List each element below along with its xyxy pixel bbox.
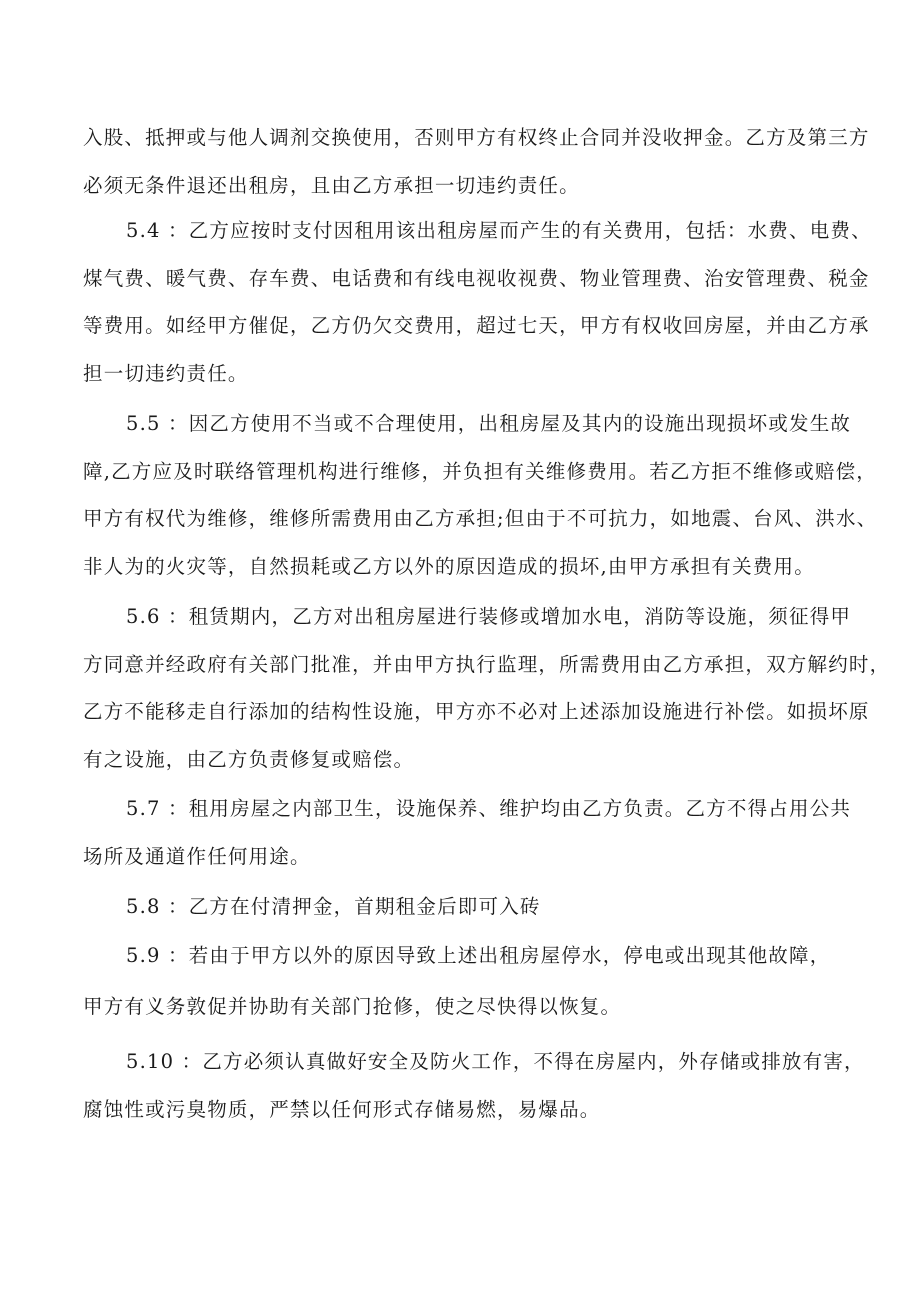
clause-5-5 [83,400,878,590]
clause-5-4 [83,207,872,397]
text-line: 5.9 ：若由于甲方以外的原因导致上述出租房屋停水，停电或出现其他故障， [126,944,831,967]
text-line: 场所及通道作任何用途。 [83,844,311,868]
text-line: 担一切违约责任。 [83,361,249,385]
clause-5-9 [83,932,843,980]
text-line: 障,乙方应及时联络管理机构进行维修，并负担有关维修费用。若乙方拒不维修或赔偿， [83,459,877,483]
clause-5-8 [83,883,843,931]
text-line: 非人为的火灾等，自然损耗或乙方以外的原因造成的损坏,由甲方承担有关费用。 [83,554,815,578]
text-line: 有之设施，由乙方负责修复或赔偿。 [83,747,415,771]
text-line: 甲方有义务敦促并协助有关部门抢修，使之尽快得以恢复。 [83,995,622,1018]
clause-5-6 [83,593,891,783]
text-line: 必须无条件退还出租房，且由乙方承担一切违约责任。 [83,173,580,197]
text-line: 煤气费、暖气费、存车费、电话费和有线电视收视费、物业管理费、治安管理费、税金 [83,266,870,290]
text-line: 腐蚀性或污臭物质，严禁以任何形式存储易燃，易爆品。 [83,1097,601,1121]
text-line: 5.6 ：租赁期内，乙方对出租房屋进行装修或增加水电，消防等设施，须征得甲 [126,605,852,628]
text-line: 方同意并经政府有关部门批准，并由甲方执行监理，所需费用由乙方承担，双方解约时， [83,652,891,676]
clause-5-9-continued [83,983,843,1031]
clause-5-10 [83,1038,865,1133]
text-line: 5.7 ：租用房屋之内部卫生，设施保养、维护均由乙方负责。乙方不得占用公共 [126,797,852,820]
text-line: 乙方不能移走自行添加的结构性设施，甲方亦不必对上述添加设施进行补偿。如损坏原 [83,700,870,723]
text-line: 5.5 ：因乙方使用不当或不合理使用，出租房屋及其内的设施出现损坏或发生故 [126,412,852,435]
paragraph-5-3-continued [83,114,870,209]
text-line: 5.4 ：乙方应按时支付因租用该出租房屋而产生的有关费用，包括：水费、电费、 [126,219,872,242]
text-line: 5.8 ：乙方在付清押金，首期租金后即可入砖 [126,895,541,918]
clause-5-7 [83,785,852,880]
text-line: 5.10 ：乙方必须认真做好安全及防火工作，不得在房屋内，外存储或排放有害， [126,1050,865,1073]
text-line: 入股、抵押或与他人调剂交换使用，否则甲方有权终止合同并没收押金。乙方及第三方 [83,126,870,149]
text-line: 等费用。如经甲方催促，乙方仍欠交费用，超过七天，甲方有权收回房屋，并由乙方承 [83,314,870,337]
text-line: 甲方有权代为维修，维修所需费用由乙方承担;但由于不可抗力，如地震、台风、洪水、 [83,507,878,530]
